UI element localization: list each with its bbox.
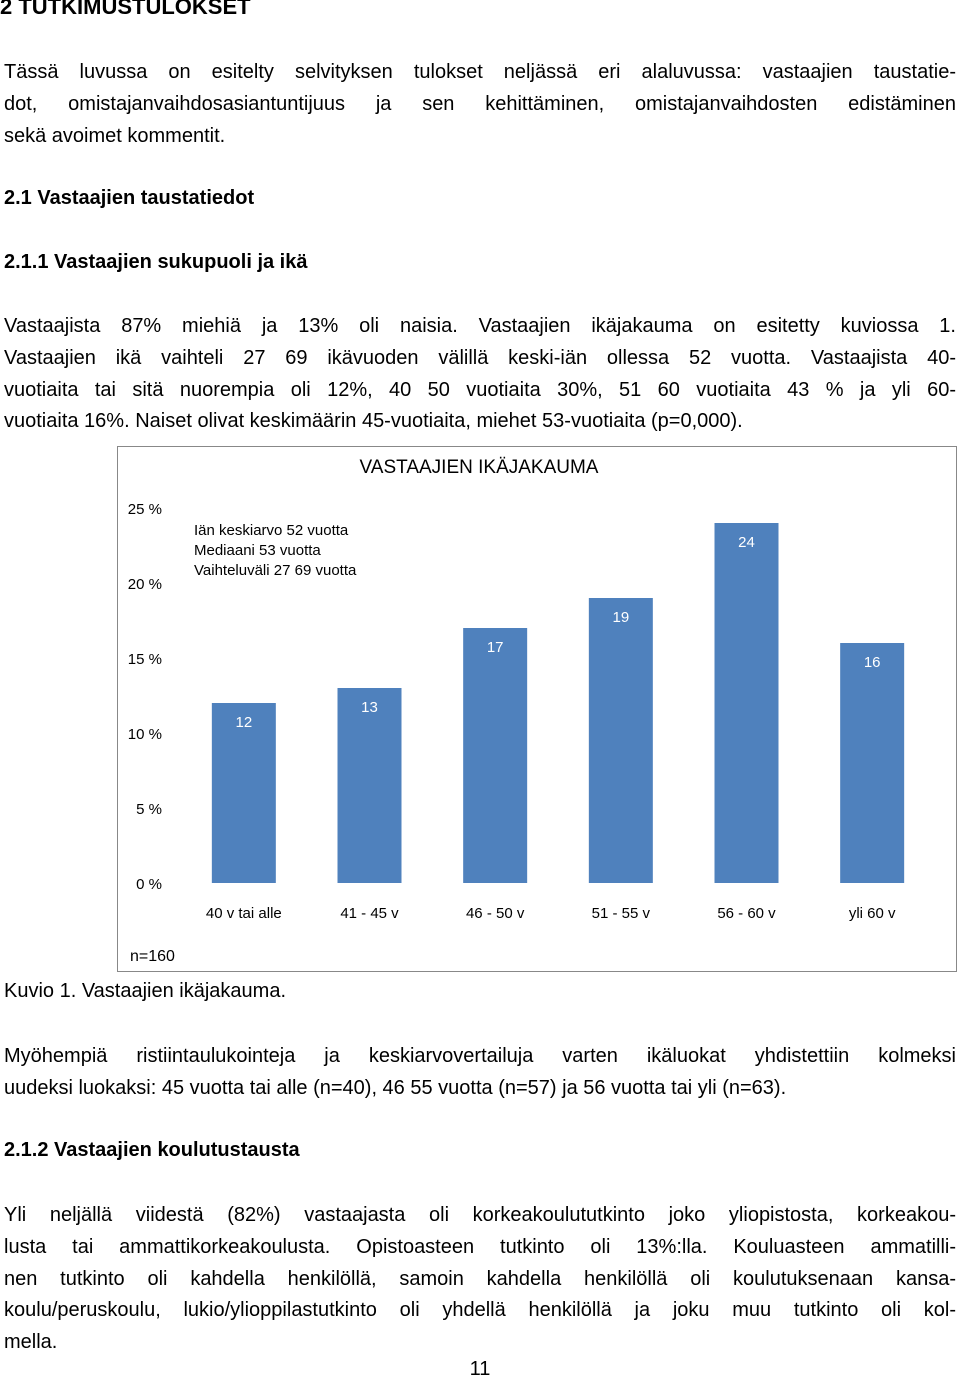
x-tick-label: 41 - 45 v	[340, 905, 399, 922]
age-line: vuotiaita tai sitä nuorempia oli 12%, 40 50 vuotiaita 30%, 51 60 vuotiaita 43 % ja yli 60-	[4, 378, 956, 401]
x-tick-label: 46 - 50 v	[465, 905, 525, 922]
bar	[589, 598, 653, 883]
x-tick-label: 56 - 60 v	[717, 905, 776, 922]
intro-line: sekä avoimet kommentit.	[4, 124, 226, 147]
y-tick-label: 5 %	[136, 801, 162, 818]
age-line: Vastaajista 87% miehiä ja 13% oli naisia. Vastaajien ikäjakauma on esitetty kuviossa 1.	[4, 315, 956, 337]
bar	[338, 688, 402, 883]
education-line: nen tutkinto oli kahdella henkilöllä, samoin kahdella henkilöllä oli koulutuksenaan kansa-	[4, 1267, 956, 1290]
age-line: Vastaajien ikä vaihteli 27 69 ikävuoden välillä keski-iän ollessa 52 vuotta. Vastaajista 40-	[4, 346, 956, 369]
bar-data-label: 24	[738, 534, 755, 551]
intro-line: Tässä luvussa on esitelty selvityksen tulokset neljässä eri alaluvussa: vastaajien taustatie-	[4, 61, 956, 83]
x-tick-label: 51 - 55 v	[591, 905, 651, 922]
bar-data-label: 16	[863, 654, 881, 671]
age-line: vuotiaita 16%. Naiset olivat keskimäärin 45-vuotiaita, miehet 53-vuotiaita (p=0,000).	[4, 410, 743, 433]
education-paragraph	[4, 1200, 956, 1359]
education-line: mella.	[4, 1331, 58, 1354]
x-tick-label: 40 v tai alle	[205, 905, 282, 922]
chart-svg	[117, 446, 957, 972]
chart-annotation-line: Iän keskiarvo 52 vuotta	[194, 522, 349, 539]
section-heading-2-1: 2.1 Vastaajien taustatiedot	[4, 187, 255, 209]
figure-caption: Kuvio 1. Vastaajien ikäjakauma.	[4, 980, 287, 1002]
section-heading-2-1-1: 2.1.1 Vastaajien sukupuoli ja ikä	[4, 251, 308, 273]
section-heading-2-1-2: 2.1.2 Vastaajien koulutustausta	[4, 1139, 300, 1161]
intro-paragraph	[4, 57, 956, 152]
bar	[715, 523, 779, 883]
y-tick-label: 20 %	[127, 576, 162, 593]
x-tick-label: yli 60 v	[848, 905, 896, 922]
sample-size-note: n=160	[130, 948, 175, 965]
grouping-paragraph	[4, 1041, 956, 1105]
education-line: lusta tai ammattikorkeakoulusta. Opistoasteen tutkinto oli 13%:lla. Kouluasteen ammatilli-	[4, 1235, 956, 1258]
y-tick-label: 10 %	[127, 726, 162, 743]
bar-data-label: 12	[235, 714, 253, 731]
bar-data-label: 19	[612, 609, 630, 626]
grouping-line: uudeksi luokaksi: 45 vuotta tai alle (n=40), 46 55 vuotta (n=57) ja 56 vuotta tai yli (n=63).	[4, 1076, 787, 1099]
page-number: 11	[469, 1358, 491, 1380]
education-line: koulu/peruskoulu, lukio/ylioppilastutkinto oli yhdellä henkilöllä ja joku muu tutkinto oli kol-	[4, 1299, 956, 1322]
bar-data-label: 13	[361, 699, 378, 716]
chart-title: VASTAAJIEN IKÄJAKAUMA	[359, 457, 599, 478]
chart-annotation-line: Mediaani 53 vuotta	[194, 542, 321, 559]
y-tick-label: 25 %	[127, 501, 162, 518]
education-line: Yli neljällä viidestä (82%) vastaajasta oli korkeakoulututkinto joko yliopistosta, korkeakou-	[4, 1204, 956, 1226]
age-distribution-chart	[117, 446, 957, 972]
bar-data-label: 17	[486, 639, 504, 656]
bar	[463, 628, 527, 883]
y-tick-label: 15 %	[127, 651, 162, 668]
grouping-line: Myöhempiä ristiintaulukointeja ja keskiarvovertailuja varten ikäluokat yhdistettiin kolmeksi	[4, 1045, 956, 1067]
chart-annotation-line: Vaihteluväli 27 69 vuotta	[194, 562, 357, 579]
y-tick-label: 0 %	[136, 876, 162, 893]
page-heading: 2 TUTKIMUSTULOKSET	[0, 0, 251, 19]
age-paragraph	[4, 311, 956, 438]
bar	[840, 643, 904, 883]
intro-line: dot, omistajanvaihdosasiantuntijuus ja sen kehittäminen, omistajanvaihdosten edistäminen	[4, 92, 956, 115]
